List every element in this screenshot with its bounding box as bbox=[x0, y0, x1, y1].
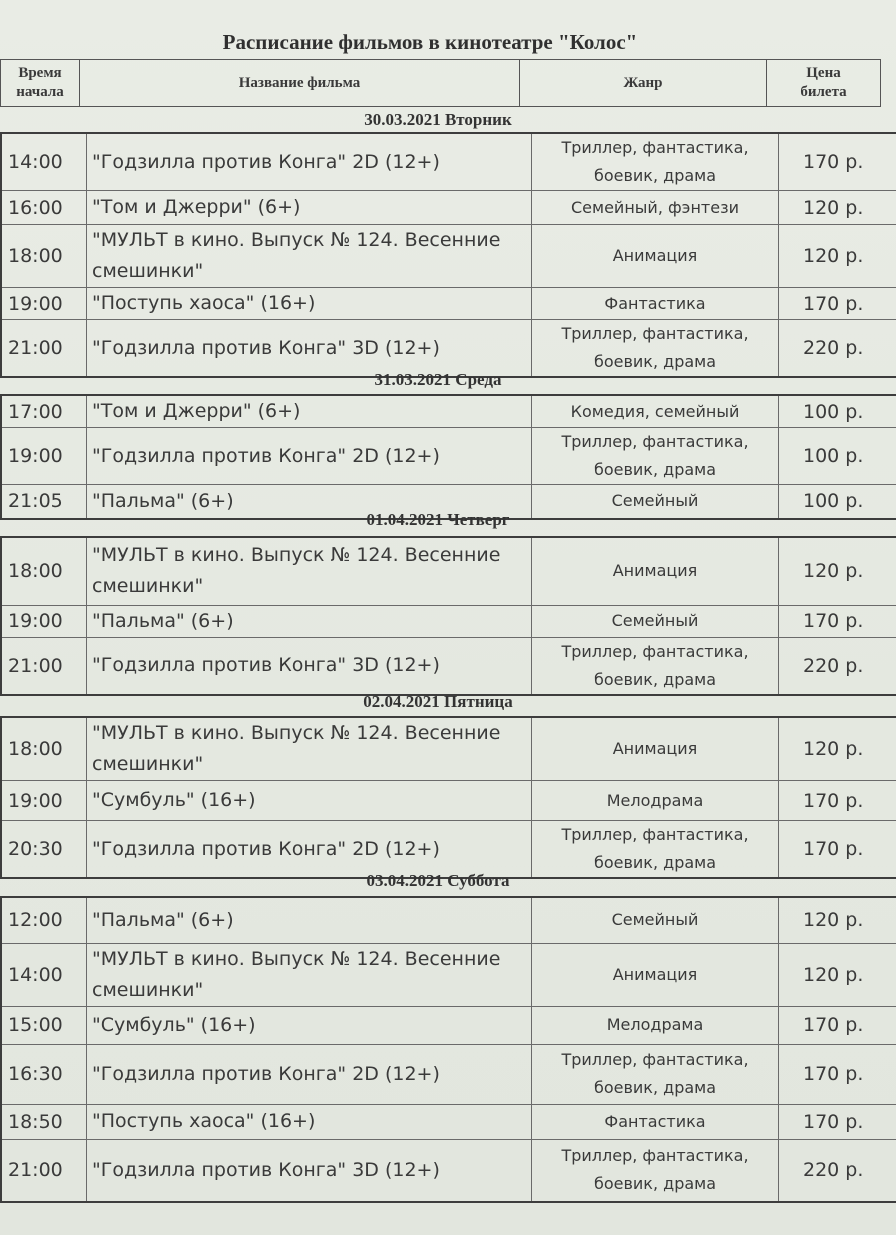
film-title-cell: "Пальма" (6+) bbox=[87, 897, 532, 943]
day-label: 31.03.2021 Среда bbox=[374, 370, 502, 389]
film-title-cell: "МУЛЬТ в кино. Выпуск № 124. Весенние смешинки" bbox=[87, 225, 532, 288]
day-schedule-table bbox=[0, 132, 896, 378]
ticket-price-cell: 100 р. bbox=[779, 395, 896, 428]
genre-cell: Анимация bbox=[532, 225, 779, 288]
film-title-cell: "Том и Джерри" (6+) bbox=[87, 191, 532, 225]
table-row bbox=[1, 225, 896, 288]
film-title-cell: "Сумбуль" (16+) bbox=[87, 781, 532, 821]
table-row bbox=[1, 897, 896, 943]
ticket-price-cell: 120 р. bbox=[779, 191, 896, 225]
genre-cell: Мелодрама bbox=[532, 781, 779, 821]
table-row bbox=[1, 133, 896, 191]
showtime-cell: 14:00 bbox=[1, 133, 87, 191]
ticket-price-cell: 100 р. bbox=[779, 485, 896, 519]
genre-cell: Комедия, семейный bbox=[532, 395, 779, 428]
film-title-cell: "Том и Джерри" (6+) bbox=[87, 395, 532, 428]
table-row bbox=[1, 320, 896, 378]
genre-cell: Семейный bbox=[532, 605, 779, 637]
ticket-price-cell: 170 р. bbox=[779, 821, 896, 879]
header-time bbox=[1, 60, 80, 107]
day-label: 02.04.2021 Пятница bbox=[363, 692, 513, 711]
ticket-price-cell: 170 р. bbox=[779, 1044, 896, 1104]
showtime-cell: 16:00 bbox=[1, 191, 87, 225]
film-title-cell: "Годзилла против Конга" 3D (12+) bbox=[87, 1139, 532, 1202]
ticket-price-cell: 120 р. bbox=[779, 537, 896, 605]
ticket-price-cell: 170 р. bbox=[779, 1104, 896, 1139]
showtime-cell: 19:00 bbox=[1, 288, 87, 320]
film-title-cell: "МУЛЬТ в кино. Выпуск № 124. Весенние смешинки" bbox=[87, 943, 532, 1006]
ticket-price-cell: 170 р. bbox=[779, 1006, 896, 1044]
film-title-cell: "Пальма" (6+) bbox=[87, 485, 532, 519]
table-row bbox=[1, 943, 896, 1006]
day-schedule-table bbox=[0, 716, 896, 879]
film-title-cell: "Годзилла против Конга" 3D (12+) bbox=[87, 320, 532, 378]
showtime-cell: 17:00 bbox=[1, 395, 87, 428]
ticket-price-cell: 120 р. bbox=[779, 943, 896, 1006]
day-schedule-table bbox=[0, 536, 896, 696]
genre-cell: Триллер, фантастика, боевик, драма bbox=[532, 428, 779, 485]
film-title-cell: "Поступь хаоса" (16+) bbox=[87, 1104, 532, 1139]
genre-cell: Анимация bbox=[532, 943, 779, 1006]
header-genre: Жанр bbox=[520, 60, 767, 107]
showtime-cell: 12:00 bbox=[1, 897, 87, 943]
header-price bbox=[767, 60, 881, 107]
genre-cell: Триллер, фантастика, боевик, драма bbox=[532, 1044, 779, 1104]
showtime-cell: 21:05 bbox=[1, 485, 87, 519]
genre-cell: Семейный bbox=[532, 897, 779, 943]
column-header-row bbox=[1, 60, 881, 107]
genre-cell: Семейный bbox=[532, 485, 779, 519]
showtime-cell: 19:00 bbox=[1, 428, 87, 485]
ticket-price-cell: 170 р. bbox=[779, 288, 896, 320]
table-row bbox=[1, 1006, 896, 1044]
column-header-table bbox=[0, 59, 881, 107]
header-time-line2: начала bbox=[16, 84, 64, 100]
day-label: 01.04.2021 Четверг bbox=[366, 510, 510, 529]
genre-cell: Триллер, фантастика, боевик, драма bbox=[532, 320, 779, 378]
ticket-price-cell: 120 р. bbox=[779, 717, 896, 781]
film-title-cell: "Годзилла против Конга" 2D (12+) bbox=[87, 133, 532, 191]
ticket-price-cell: 120 р. bbox=[779, 897, 896, 943]
ticket-price-cell: 170 р. bbox=[779, 133, 896, 191]
film-title-cell: "Пальма" (6+) bbox=[87, 605, 532, 637]
showtime-cell: 18:00 bbox=[1, 537, 87, 605]
table-row bbox=[1, 1139, 896, 1202]
table-row bbox=[1, 821, 896, 879]
showtime-cell: 18:00 bbox=[1, 717, 87, 781]
genre-cell: Мелодрама bbox=[532, 1006, 779, 1044]
film-title-cell: "Годзилла против Конга" 2D (12+) bbox=[87, 821, 532, 879]
film-title-cell: "МУЛЬТ в кино. Выпуск № 124. Весенние смешинки" bbox=[87, 537, 532, 605]
table-row bbox=[1, 537, 896, 605]
genre-cell: Триллер, фантастика, боевик, драма bbox=[532, 133, 779, 191]
showtime-cell: 18:50 bbox=[1, 1104, 87, 1139]
showtime-cell: 16:30 bbox=[1, 1044, 87, 1104]
showtime-cell: 20:30 bbox=[1, 821, 87, 879]
table-row bbox=[1, 637, 896, 695]
showtime-cell: 18:00 bbox=[1, 225, 87, 288]
showtime-cell: 19:00 bbox=[1, 781, 87, 821]
day-schedule-table bbox=[0, 394, 896, 520]
day-label: 03.04.2021 Суббота bbox=[366, 871, 510, 890]
genre-cell: Триллер, фантастика, боевик, драма bbox=[532, 637, 779, 695]
film-title-cell: "Годзилла против Конга" 3D (12+) bbox=[87, 637, 532, 695]
table-row bbox=[1, 781, 896, 821]
header-price-line2: билета bbox=[800, 84, 847, 100]
ticket-price-cell: 220 р. bbox=[779, 1139, 896, 1202]
film-title-cell: "Годзилла против Конга" 2D (12+) bbox=[87, 428, 532, 485]
genre-cell: Анимация bbox=[532, 537, 779, 605]
genre-cell: Триллер, фантастика, боевик, драма bbox=[532, 1139, 779, 1202]
ticket-price-cell: 120 р. bbox=[779, 225, 896, 288]
header-film: Название фильма bbox=[80, 60, 520, 107]
table-row bbox=[1, 605, 896, 637]
table-row bbox=[1, 1044, 896, 1104]
table-row bbox=[1, 395, 896, 428]
film-title-cell: "МУЛЬТ в кино. Выпуск № 124. Весенние смешинки" bbox=[87, 717, 532, 781]
page-title: Расписание фильмов в кинотеатре "Колос" bbox=[222, 30, 638, 54]
showtime-cell: 21:00 bbox=[1, 637, 87, 695]
day-schedule-table bbox=[0, 896, 896, 1203]
ticket-price-cell: 100 р. bbox=[779, 428, 896, 485]
table-row bbox=[1, 191, 896, 225]
showtime-cell: 21:00 bbox=[1, 320, 87, 378]
header-time-line1: Время bbox=[18, 65, 62, 81]
day-label: 30.03.2021 Вторник bbox=[364, 110, 512, 129]
film-title-cell: "Годзилла против Конга" 2D (12+) bbox=[87, 1044, 532, 1104]
genre-cell: Фантастика bbox=[532, 288, 779, 320]
ticket-price-cell: 220 р. bbox=[779, 637, 896, 695]
showtime-cell: 19:00 bbox=[1, 605, 87, 637]
showtime-cell: 15:00 bbox=[1, 1006, 87, 1044]
ticket-price-cell: 170 р. bbox=[779, 781, 896, 821]
table-row bbox=[1, 288, 896, 320]
table-row bbox=[1, 1104, 896, 1139]
genre-cell: Анимация bbox=[532, 717, 779, 781]
showtime-cell: 21:00 bbox=[1, 1139, 87, 1202]
ticket-price-cell: 220 р. bbox=[779, 320, 896, 378]
genre-cell: Фантастика bbox=[532, 1104, 779, 1139]
table-row bbox=[1, 428, 896, 485]
film-title-cell: "Сумбуль" (16+) bbox=[87, 1006, 532, 1044]
table-row bbox=[1, 717, 896, 781]
genre-cell: Семейный, фэнтези bbox=[532, 191, 779, 225]
film-title-cell: "Поступь хаоса" (16+) bbox=[87, 288, 532, 320]
ticket-price-cell: 170 р. bbox=[779, 605, 896, 637]
header-price-line1: Цена bbox=[806, 65, 841, 81]
showtime-cell: 14:00 bbox=[1, 943, 87, 1006]
genre-cell: Триллер, фантастика, боевик, драма bbox=[532, 821, 779, 879]
